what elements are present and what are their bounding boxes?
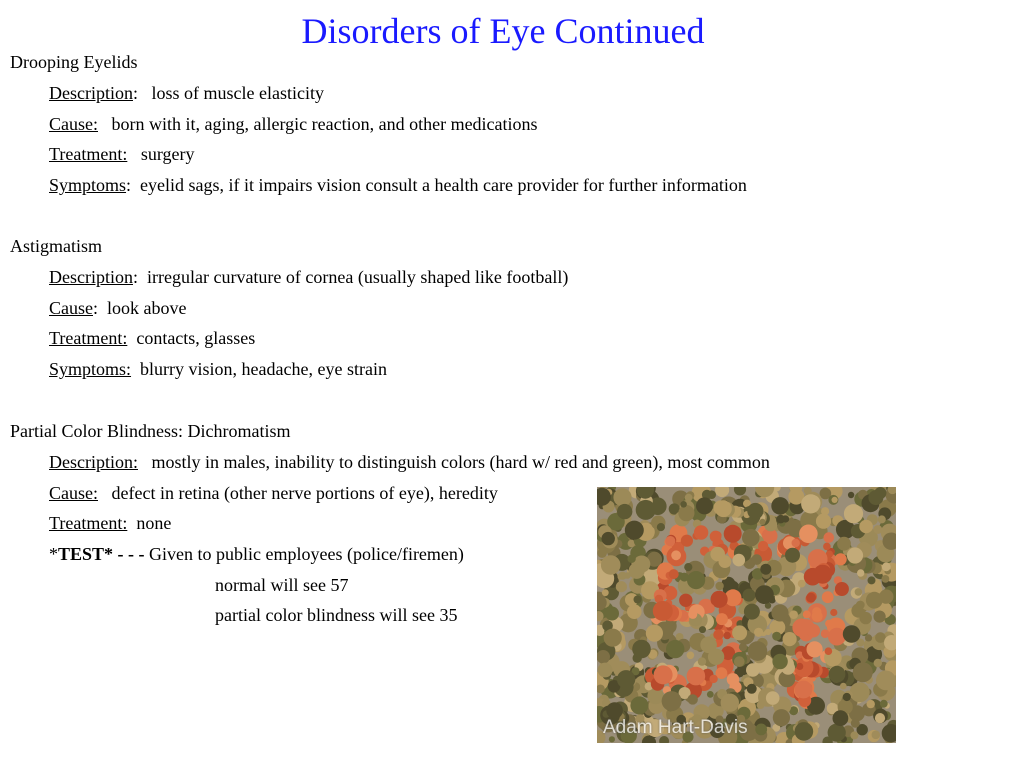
plate-dot <box>653 601 673 621</box>
plate-dot <box>734 656 745 667</box>
ishihara-dots-image <box>597 487 896 743</box>
plate-dot <box>616 581 627 592</box>
plate-dot <box>789 610 798 619</box>
plate-dot <box>748 641 768 661</box>
plate-dot <box>684 563 692 571</box>
plate-dot <box>835 582 849 596</box>
plate-dot <box>662 691 682 711</box>
plate-dot <box>636 500 656 520</box>
plate-dot <box>679 594 692 607</box>
plate-dot <box>694 525 708 539</box>
plate-dot <box>833 710 849 726</box>
plate-dot <box>605 607 619 621</box>
label-sep: : <box>126 175 132 195</box>
plate-dot <box>715 500 732 517</box>
plate-dot <box>597 650 610 664</box>
plate-dot <box>807 641 823 657</box>
treatment-text: surgery <box>127 144 195 164</box>
plate-dot <box>799 525 818 544</box>
plate-dot <box>724 632 731 639</box>
description-label: Description: <box>49 452 138 472</box>
plate-dot <box>766 691 780 705</box>
plate-dot <box>598 663 613 678</box>
plate-dot <box>665 536 675 546</box>
plate-dot <box>874 659 882 667</box>
plate-dot <box>688 694 698 704</box>
plate-dot <box>627 555 635 563</box>
plate-dot <box>629 563 645 579</box>
plate-dot <box>772 654 787 669</box>
plate-dot <box>850 731 858 739</box>
colorblind-test <box>49 543 464 565</box>
plate-dot <box>796 663 803 670</box>
plate-dot <box>848 492 854 498</box>
plate-dot <box>878 515 886 523</box>
plate-dot <box>758 541 768 551</box>
plate-dot <box>792 619 810 637</box>
plate-dot <box>865 634 872 641</box>
plate-dot <box>657 523 665 531</box>
plate-dot <box>798 580 806 588</box>
plate-dot <box>782 515 789 522</box>
label-sep: : <box>132 267 138 287</box>
plate-dot <box>721 694 739 712</box>
description-text: irregular curvature of cornea (usually shaped like football) <box>138 267 569 287</box>
plate-dot <box>823 543 831 551</box>
treatment-text: none <box>127 513 172 533</box>
plate-dot <box>843 693 851 701</box>
drooping-treatment <box>49 143 195 165</box>
plate-dot <box>755 585 774 604</box>
plate-dot <box>715 582 723 590</box>
test-text: Given to public employees (police/firemen) <box>144 544 464 564</box>
plate-dot <box>882 562 891 571</box>
plate-dot <box>709 675 717 683</box>
plate-dot <box>785 548 800 563</box>
description-text: mostly in males, inability to distinguish colors (hard w/ red and green), most common <box>137 452 770 472</box>
plate-dot <box>843 625 861 643</box>
plate-dot <box>646 625 663 642</box>
plate-dot <box>707 691 714 698</box>
plate-dot <box>680 573 689 582</box>
plate-dot <box>754 628 763 637</box>
plate-dot <box>821 629 830 638</box>
cause-text: look above <box>98 298 187 318</box>
plate-dot <box>773 709 790 726</box>
plate-dot <box>751 554 762 565</box>
cause-text: born with it, aging, allergic reaction, and other medications <box>98 114 538 134</box>
plate-dot <box>734 487 746 496</box>
plate-dot <box>671 550 681 560</box>
colorblind-treatment <box>49 512 171 534</box>
plate-dot <box>859 520 873 534</box>
plate-dot <box>685 494 693 502</box>
plate-dot <box>805 495 820 510</box>
astigmatism-description <box>49 266 568 288</box>
plate-dot <box>760 564 771 575</box>
astigmatism-symptoms <box>49 358 387 380</box>
image-credit: Adam Hart-Davis <box>603 717 748 738</box>
plate-dot <box>830 609 837 616</box>
treatment-label: Treatment: <box>49 144 128 164</box>
plate-dot <box>825 620 833 628</box>
color-blindness-test-plate <box>597 487 896 743</box>
plate-dot <box>795 722 814 741</box>
label-sep: : <box>93 298 99 318</box>
drooping-symptoms <box>49 174 747 196</box>
colorblind-cause <box>49 482 498 504</box>
symptoms-text: eyelid sags, if it impairs vision consult a health care provider for further information <box>131 175 747 195</box>
plate-dot <box>872 731 881 740</box>
plate-dot <box>742 529 760 547</box>
plate-dot <box>617 670 635 688</box>
plate-dot <box>876 671 896 691</box>
plate-dot <box>856 601 865 610</box>
plate-dot <box>847 547 863 563</box>
plate-dot <box>687 571 705 589</box>
plate-dot <box>716 613 728 625</box>
plate-dot <box>875 632 886 643</box>
heading-astigmatism: Astigmatism <box>10 236 103 256</box>
plate-dot <box>681 535 693 547</box>
plate-dot <box>855 588 863 596</box>
plate-dot <box>771 497 789 515</box>
plate-dot <box>719 555 732 568</box>
plate-dot <box>700 637 717 654</box>
plate-dot <box>803 610 811 618</box>
treatment-label: Treatment: <box>49 513 128 533</box>
plate-dot <box>617 504 632 519</box>
description-label: Description <box>49 267 133 287</box>
plate-dot <box>860 612 872 624</box>
plate-dot <box>602 589 609 596</box>
heading-color-blindness: Partial Color Blindness: Dichromatism <box>10 421 291 441</box>
plate-dot <box>804 568 822 586</box>
plate-dot <box>634 596 642 604</box>
heading-drooping-eyelids: Drooping Eyelids <box>10 52 138 72</box>
description-label: Description <box>49 83 133 103</box>
astigmatism-treatment <box>49 327 255 349</box>
test-label: TEST* - - - <box>58 544 145 564</box>
plate-dot <box>880 700 888 708</box>
plate-dot <box>601 555 621 575</box>
plate-dot <box>724 525 742 543</box>
treatment-label: Treatment: <box>49 328 128 348</box>
plate-dot <box>828 628 846 646</box>
symptoms-label: Symptoms <box>49 175 127 195</box>
plate-dot <box>666 640 684 658</box>
plate-dot <box>875 713 885 723</box>
cause-text: defect in retina (other nerve portions of eye), heredity <box>98 483 498 503</box>
plate-dot <box>632 640 651 659</box>
plate-dot <box>873 525 882 534</box>
plate-dot <box>698 657 706 665</box>
plate-dot <box>687 667 706 686</box>
test-star: * <box>49 544 58 564</box>
plate-dot <box>840 683 847 690</box>
plate-dot <box>868 576 876 584</box>
plate-dot <box>882 575 890 583</box>
plate-dot <box>825 647 833 655</box>
plate-dot <box>783 632 797 646</box>
plate-dot <box>857 569 864 576</box>
plate-dot <box>715 487 729 497</box>
plate-dot <box>705 604 715 614</box>
plate-dot <box>743 589 756 602</box>
plate-dot <box>806 593 816 603</box>
plate-dot <box>850 682 870 702</box>
plate-dot <box>727 673 740 686</box>
plate-dot <box>851 719 860 728</box>
test-partial-result: partial color blindness will see 35 <box>215 605 458 625</box>
plate-dot <box>669 569 679 579</box>
plate-dot <box>792 539 800 547</box>
plate-dot <box>688 610 697 619</box>
plate-dot <box>678 505 694 521</box>
label-sep: : <box>132 83 138 103</box>
cause-label: Cause: <box>49 114 98 134</box>
plate-dot <box>867 700 875 708</box>
plate-dot <box>795 681 813 699</box>
plate-dot <box>866 592 883 609</box>
plate-dot <box>868 490 883 505</box>
plate-dot <box>707 490 716 499</box>
plate-dot <box>744 604 760 620</box>
plate-dot <box>699 626 706 633</box>
plate-dot <box>816 514 831 529</box>
astigmatism-cause <box>49 297 187 319</box>
plate-dot <box>835 553 847 565</box>
plate-dot <box>844 504 863 523</box>
plate-dot <box>757 701 765 709</box>
drooping-cause <box>49 113 538 135</box>
treatment-text: contacts, glasses <box>127 328 256 348</box>
test-normal-result: normal will see 57 <box>215 575 349 595</box>
plate-dot <box>853 662 873 682</box>
plate-dot <box>604 629 622 647</box>
plate-dot <box>772 632 781 641</box>
plate-dot <box>714 531 722 539</box>
slide-title: Disorders of Eye Continued <box>301 11 705 51</box>
plate-dot <box>613 488 631 506</box>
plate-dot <box>687 652 695 660</box>
plate-dot <box>680 501 687 508</box>
plate-dot <box>771 604 788 621</box>
plate-dot <box>824 532 835 543</box>
description-text: loss of muscle elasticity <box>138 83 324 103</box>
plate-dot <box>829 666 846 683</box>
plate-dot <box>602 532 615 545</box>
plate-dot <box>882 724 896 742</box>
plate-dot <box>832 497 838 503</box>
plate-dot <box>733 554 746 567</box>
plate-dot <box>732 625 747 640</box>
plate-dot <box>747 684 757 694</box>
plate-dot <box>625 521 644 540</box>
cause-label: Cause <box>49 298 93 318</box>
plate-dot <box>630 696 648 714</box>
plate-dot <box>837 537 851 551</box>
plate-dot <box>713 629 723 639</box>
plate-dot <box>822 591 834 603</box>
plate-dot <box>812 611 823 622</box>
colorblind-description <box>49 451 770 473</box>
plate-dot <box>755 724 767 736</box>
symptoms-text: blurry vision, headache, eye strain <box>131 359 387 379</box>
plate-dot <box>696 497 713 514</box>
drooping-description <box>49 82 324 104</box>
plate-dot <box>874 611 886 623</box>
plate-dot <box>747 503 763 519</box>
cause-label: Cause: <box>49 483 98 503</box>
plate-dot <box>654 665 673 684</box>
symptoms-label: Symptoms: <box>49 359 132 379</box>
plate-dot <box>759 519 765 525</box>
plate-dot <box>739 643 747 651</box>
plate-dot <box>597 548 607 558</box>
plate-dot <box>627 604 642 619</box>
